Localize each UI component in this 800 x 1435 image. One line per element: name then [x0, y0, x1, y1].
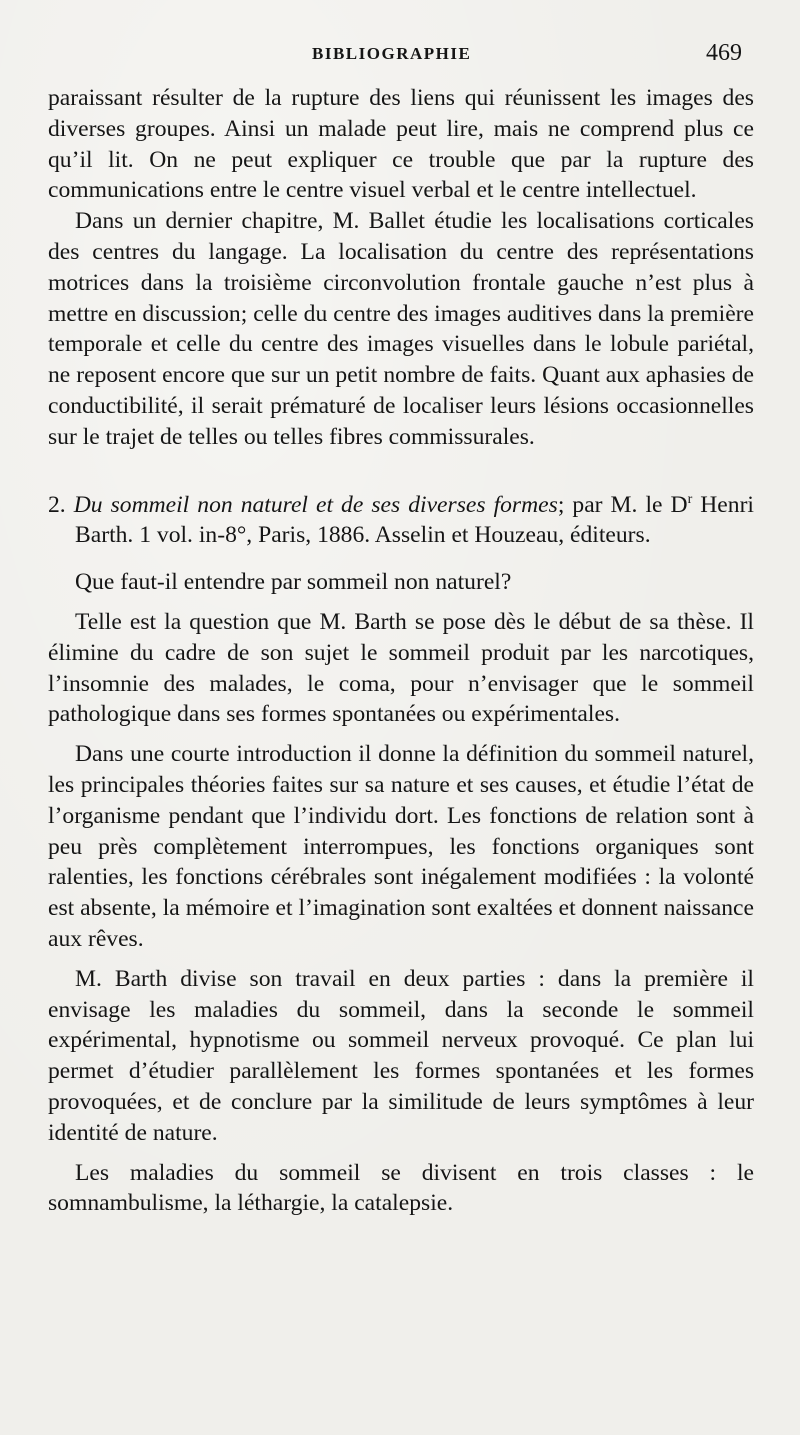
entry-author-prefix: ; par M. le D [557, 491, 688, 518]
paragraph-localisations: Dans un dernier chapitre, M. Ballet étudie les localisations corticales des centres du langage. La localisation du centre des représentations motrices dans la troisième circonvolution frontale gauche n’est plus à mettre en discussion; celle du centre des images auditives dans la première temporale et celle du centre des images visuelles dans le lobule pariétal, ne reposent encore que sur un petit nombre de faits. Quant aux aphasies de conductibilité, il serait prématuré de localiser leurs lésions occasionnelles sur le trajet de telles ou telles fibres commissurales. [48, 208, 754, 450]
running-title: BIBLIOGRAPHIE [312, 44, 472, 63]
entry-details: Henri Barth. 1 vol. in-8°, Paris, 1886. Asselin et Houzeau, éditeurs. [75, 491, 754, 549]
page-number: 469 [706, 40, 742, 66]
entry-author-superscript: r [687, 491, 693, 507]
entry-number: 2. [48, 491, 66, 518]
bibliography-entry [48, 490, 754, 552]
body-text [48, 83, 754, 1219]
paragraph-introduction: Dans une courte introduction il donne la définition du sommeil naturel, les principales théories faites sur sa nature et ses causes, et étudie l’état de l’organisme pendant que l’individu dort. Les fonctions de relation sont à peu près complètement interrompues, les fonctions organiques sont ralenties, les fonctions cérébrales sont inégalement modifiées : la volonté est absente, la mémoire et l’imagination sont exaltées et donnent naissance aux rêves. [48, 741, 754, 952]
entry-title: Du sommeil non naturel et de ses diverses formes [73, 491, 558, 518]
paragraph-these: Telle est la question que M. Barth se pose dès le début de sa thèse. Il élimine du cadre de son sujet le sommeil produit par les narcotiques, l’insomnie des malades, le coma, pour n’envisager que le sommeil pathologique dans ses formes spontanées ou expérimentales. [48, 608, 754, 728]
paragraph-maladies: Les maladies du sommeil se divisent en trois classes : le somnambulisme, la léthargie, la catalepsie. [48, 1159, 754, 1217]
running-header [0, 40, 800, 70]
paragraph-plan: M. Barth divise son travail en deux parties : dans la première il envisage les maladies du sommeil, dans la seconde le sommeil expérimental, hypnotisme ou sommeil nerveux provoqué. Ce plan lui permet d’étudier parallèlement les formes spontanées et les formes provoquées, et de conclure par la similitude de leurs symptômes à leur identité de nature. [48, 965, 754, 1146]
paragraph-question: Que faut-il entendre par sommeil non naturel? [75, 569, 512, 596]
paragraph-continuation: paraissant résulter de la rupture des liens qui réunissent les images des diverses groupes. Ainsi un malade peut lire, mais ne comprend plus ce qu’il lit. On ne peut expliquer ce trouble que par la rupture des communications entre le centre visuel verbal et le centre intellectuel. [48, 85, 754, 204]
